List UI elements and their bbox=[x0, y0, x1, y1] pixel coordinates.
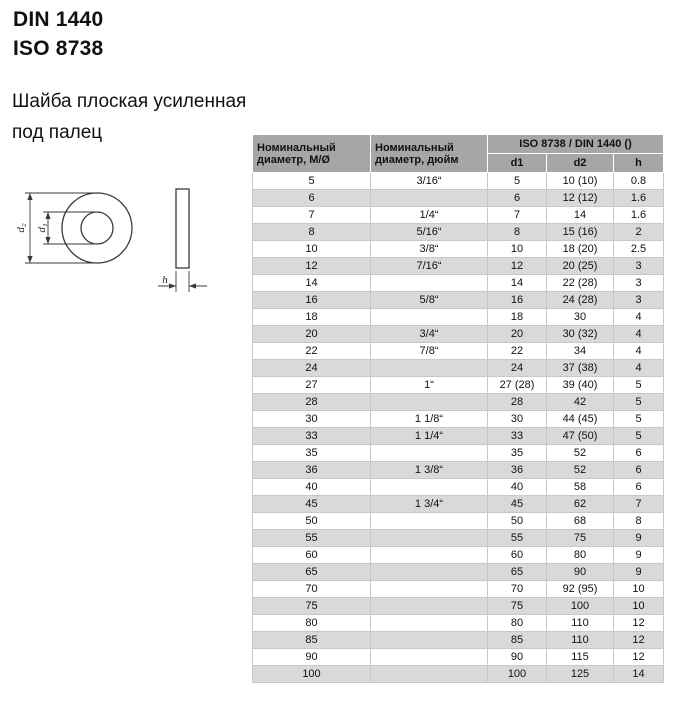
table-cell: 47 (50) bbox=[547, 428, 614, 445]
table-cell bbox=[371, 513, 488, 530]
table-cell: 100 bbox=[547, 598, 614, 615]
table-row bbox=[253, 258, 664, 275]
table-cell: 28 bbox=[253, 394, 371, 411]
table-cell: 75 bbox=[547, 530, 614, 547]
table-row bbox=[253, 343, 664, 360]
table-cell: 22 bbox=[253, 343, 371, 360]
table-cell: 0.8 bbox=[614, 173, 664, 190]
table-cell bbox=[371, 190, 488, 207]
table-cell: 15 (16) bbox=[547, 224, 614, 241]
table-cell: 4 bbox=[614, 309, 664, 326]
table-cell: 70 bbox=[253, 581, 371, 598]
table-cell: 24 bbox=[488, 360, 547, 377]
dim-label-h: h bbox=[162, 274, 168, 286]
table-cell: 10 bbox=[253, 241, 371, 258]
table-cell bbox=[371, 666, 488, 683]
table-cell: 40 bbox=[253, 479, 371, 496]
table-cell: 65 bbox=[488, 564, 547, 581]
table-cell: 1.6 bbox=[614, 190, 664, 207]
table-cell: 1 3/8“ bbox=[371, 462, 488, 479]
table-cell: 12 bbox=[614, 615, 664, 632]
table-cell: 100 bbox=[253, 666, 371, 683]
table-cell: 3 bbox=[614, 258, 664, 275]
table-cell: 110 bbox=[547, 615, 614, 632]
table-cell: 50 bbox=[253, 513, 371, 530]
table-cell: 33 bbox=[488, 428, 547, 445]
table-cell bbox=[371, 360, 488, 377]
table-cell: 2 bbox=[614, 224, 664, 241]
col-header-nominal-m: Номинальный диаметр, М/Ø bbox=[253, 135, 371, 173]
table-cell: 6 bbox=[253, 190, 371, 207]
table-cell: 1 1/4“ bbox=[371, 428, 488, 445]
table-cell: 12 bbox=[614, 632, 664, 649]
table-cell: 16 bbox=[253, 292, 371, 309]
table-cell bbox=[371, 598, 488, 615]
table-cell: 1“ bbox=[371, 377, 488, 394]
table-cell: 75 bbox=[488, 598, 547, 615]
table-cell: 16 bbox=[488, 292, 547, 309]
table-cell: 6 bbox=[614, 462, 664, 479]
table-cell: 100 bbox=[488, 666, 547, 683]
table-cell: 12 bbox=[488, 258, 547, 275]
table-cell: 85 bbox=[488, 632, 547, 649]
table-row bbox=[253, 649, 664, 666]
table-cell: 35 bbox=[253, 445, 371, 462]
table-cell: 20 bbox=[488, 326, 547, 343]
col-header-iso-din-group: ISO 8738 / DIN 1440 () bbox=[488, 135, 664, 154]
table-row bbox=[253, 496, 664, 513]
table-cell: 12 bbox=[253, 258, 371, 275]
table-cell: 20 (25) bbox=[547, 258, 614, 275]
table-row bbox=[253, 309, 664, 326]
side-view bbox=[158, 189, 207, 292]
table-cell: 80 bbox=[253, 615, 371, 632]
table-cell: 60 bbox=[253, 547, 371, 564]
table-row bbox=[253, 666, 664, 683]
table-cell: 42 bbox=[547, 394, 614, 411]
table-cell: 7 bbox=[614, 496, 664, 513]
table-cell: 9 bbox=[614, 530, 664, 547]
dim-label-d2: d₂ bbox=[15, 223, 27, 233]
washer-cross-section bbox=[176, 189, 189, 268]
outer-diameter-circle bbox=[62, 193, 132, 263]
table-row bbox=[253, 326, 664, 343]
table-row bbox=[253, 564, 664, 581]
table-cell: 5/16“ bbox=[371, 224, 488, 241]
table-cell: 3/16“ bbox=[371, 173, 488, 190]
table-row bbox=[253, 292, 664, 309]
table-cell: 7/16“ bbox=[371, 258, 488, 275]
table-cell: 45 bbox=[253, 496, 371, 513]
table-cell: 92 (95) bbox=[547, 581, 614, 598]
table-cell: 27 bbox=[253, 377, 371, 394]
table-cell bbox=[371, 445, 488, 462]
table-cell bbox=[371, 615, 488, 632]
table-cell bbox=[371, 547, 488, 564]
table-cell bbox=[371, 632, 488, 649]
col-header-h: h bbox=[614, 154, 664, 173]
table-cell bbox=[371, 649, 488, 666]
col-header-nominal-inch: Номинальный диаметр, дюйм bbox=[371, 135, 488, 173]
table-cell: 12 bbox=[614, 649, 664, 666]
table-cell: 33 bbox=[253, 428, 371, 445]
table-cell bbox=[371, 309, 488, 326]
standard-iso: ISO 8738 bbox=[13, 37, 104, 60]
table-cell: 52 bbox=[547, 445, 614, 462]
table-cell: 10 bbox=[614, 598, 664, 615]
table-cell: 18 (20) bbox=[547, 241, 614, 258]
table-cell: 1/4“ bbox=[371, 207, 488, 224]
table-cell: 75 bbox=[253, 598, 371, 615]
table-cell: 3 bbox=[614, 275, 664, 292]
table-row bbox=[253, 632, 664, 649]
standards-header bbox=[13, 5, 103, 63]
table-row bbox=[253, 615, 664, 632]
col-header-d1: d1 bbox=[488, 154, 547, 173]
inner-hole-circle bbox=[81, 212, 113, 244]
table-cell: 62 bbox=[547, 496, 614, 513]
table-row bbox=[253, 598, 664, 615]
table-cell: 68 bbox=[547, 513, 614, 530]
table-cell: 110 bbox=[547, 632, 614, 649]
table-cell: 27 (28) bbox=[488, 377, 547, 394]
table-cell: 22 bbox=[488, 343, 547, 360]
table-cell: 6 bbox=[614, 479, 664, 496]
table-cell: 18 bbox=[488, 309, 547, 326]
table-cell: 4 bbox=[614, 326, 664, 343]
table-cell: 55 bbox=[488, 530, 547, 547]
table-cell bbox=[371, 275, 488, 292]
table-cell: 24 bbox=[253, 360, 371, 377]
table-row bbox=[253, 190, 664, 207]
front-view bbox=[15, 193, 132, 263]
table-cell: 3 bbox=[614, 292, 664, 309]
spec-table-body bbox=[253, 173, 664, 683]
table-cell: 7 bbox=[253, 207, 371, 224]
table-cell: 7 bbox=[488, 207, 547, 224]
table-cell: 4 bbox=[614, 360, 664, 377]
table-cell: 8 bbox=[614, 513, 664, 530]
table-cell: 5 bbox=[253, 173, 371, 190]
table-cell: 5 bbox=[614, 394, 664, 411]
table-cell: 30 bbox=[488, 411, 547, 428]
table-cell: 45 bbox=[488, 496, 547, 513]
table-cell: 5/8“ bbox=[371, 292, 488, 309]
table-row bbox=[253, 275, 664, 292]
table-row bbox=[253, 462, 664, 479]
dim-label-d1: d₁ bbox=[36, 223, 48, 233]
table-cell: 37 (38) bbox=[547, 360, 614, 377]
table-row bbox=[253, 479, 664, 496]
table-row bbox=[253, 530, 664, 547]
table-cell: 30 bbox=[547, 309, 614, 326]
table-row bbox=[253, 377, 664, 394]
table-row bbox=[253, 581, 664, 598]
table-cell: 7/8“ bbox=[371, 343, 488, 360]
table-cell: 10 bbox=[488, 241, 547, 258]
table-cell: 18 bbox=[253, 309, 371, 326]
product-title-line1: Шайба плоская усиленная bbox=[12, 91, 247, 112]
table-cell: 9 bbox=[614, 564, 664, 581]
table-row bbox=[253, 241, 664, 258]
table-cell: 30 bbox=[253, 411, 371, 428]
table-cell: 80 bbox=[547, 547, 614, 564]
table-row bbox=[253, 224, 664, 241]
table-cell: 1 3/4“ bbox=[371, 496, 488, 513]
table-cell: 10 bbox=[614, 581, 664, 598]
table-cell: 14 bbox=[614, 666, 664, 683]
table-cell: 5 bbox=[614, 411, 664, 428]
table-cell: 5 bbox=[614, 377, 664, 394]
table-cell: 5 bbox=[614, 428, 664, 445]
table-row bbox=[253, 547, 664, 564]
table-cell: 36 bbox=[488, 462, 547, 479]
table-cell: 24 (28) bbox=[547, 292, 614, 309]
table-cell: 14 bbox=[253, 275, 371, 292]
table-row bbox=[253, 411, 664, 428]
table-cell: 36 bbox=[253, 462, 371, 479]
table-cell: 44 (45) bbox=[547, 411, 614, 428]
table-cell: 10 (10) bbox=[547, 173, 614, 190]
table-row bbox=[253, 445, 664, 462]
table-cell: 30 (32) bbox=[547, 326, 614, 343]
table-cell: 65 bbox=[253, 564, 371, 581]
table-cell: 1 1/8“ bbox=[371, 411, 488, 428]
table-cell: 80 bbox=[488, 615, 547, 632]
product-title bbox=[12, 86, 246, 148]
table-cell: 40 bbox=[488, 479, 547, 496]
table-cell: 58 bbox=[547, 479, 614, 496]
table-cell: 70 bbox=[488, 581, 547, 598]
table-row bbox=[253, 513, 664, 530]
table-cell: 34 bbox=[547, 343, 614, 360]
standard-din: DIN 1440 bbox=[13, 8, 104, 31]
table-cell: 85 bbox=[253, 632, 371, 649]
table-cell: 8 bbox=[253, 224, 371, 241]
table-row bbox=[253, 360, 664, 377]
table-cell bbox=[371, 581, 488, 598]
table-cell: 2.5 bbox=[614, 241, 664, 258]
table-cell bbox=[371, 479, 488, 496]
washer-technical-drawing bbox=[2, 172, 247, 312]
table-cell: 14 bbox=[547, 207, 614, 224]
table-cell: 14 bbox=[488, 275, 547, 292]
table-cell: 90 bbox=[253, 649, 371, 666]
product-title-line2: под палец bbox=[12, 122, 103, 143]
table-cell: 52 bbox=[547, 462, 614, 479]
table-cell: 20 bbox=[253, 326, 371, 343]
table-cell: 90 bbox=[547, 564, 614, 581]
table-cell: 60 bbox=[488, 547, 547, 564]
table-cell: 125 bbox=[547, 666, 614, 683]
table-cell: 6 bbox=[614, 445, 664, 462]
table-cell: 50 bbox=[488, 513, 547, 530]
table-row bbox=[253, 428, 664, 445]
col-header-d2: d2 bbox=[547, 154, 614, 173]
table-cell: 12 (12) bbox=[547, 190, 614, 207]
table-cell bbox=[371, 394, 488, 411]
table-row bbox=[253, 207, 664, 224]
table-cell: 3/4“ bbox=[371, 326, 488, 343]
table-cell: 35 bbox=[488, 445, 547, 462]
table-cell: 6 bbox=[488, 190, 547, 207]
table-cell: 115 bbox=[547, 649, 614, 666]
table-cell bbox=[371, 530, 488, 547]
table-cell: 90 bbox=[488, 649, 547, 666]
dimensions-table bbox=[252, 134, 664, 683]
table-cell: 9 bbox=[614, 547, 664, 564]
table-cell: 39 (40) bbox=[547, 377, 614, 394]
table-row bbox=[253, 173, 664, 190]
table-cell: 28 bbox=[488, 394, 547, 411]
table-cell: 4 bbox=[614, 343, 664, 360]
table-cell: 3/8“ bbox=[371, 241, 488, 258]
table-cell: 8 bbox=[488, 224, 547, 241]
table-cell: 22 (28) bbox=[547, 275, 614, 292]
table-cell: 1.6 bbox=[614, 207, 664, 224]
table-cell bbox=[371, 564, 488, 581]
table-cell: 5 bbox=[488, 173, 547, 190]
table-cell: 55 bbox=[253, 530, 371, 547]
dimensions-table-header bbox=[253, 135, 664, 173]
table-row bbox=[253, 394, 664, 411]
